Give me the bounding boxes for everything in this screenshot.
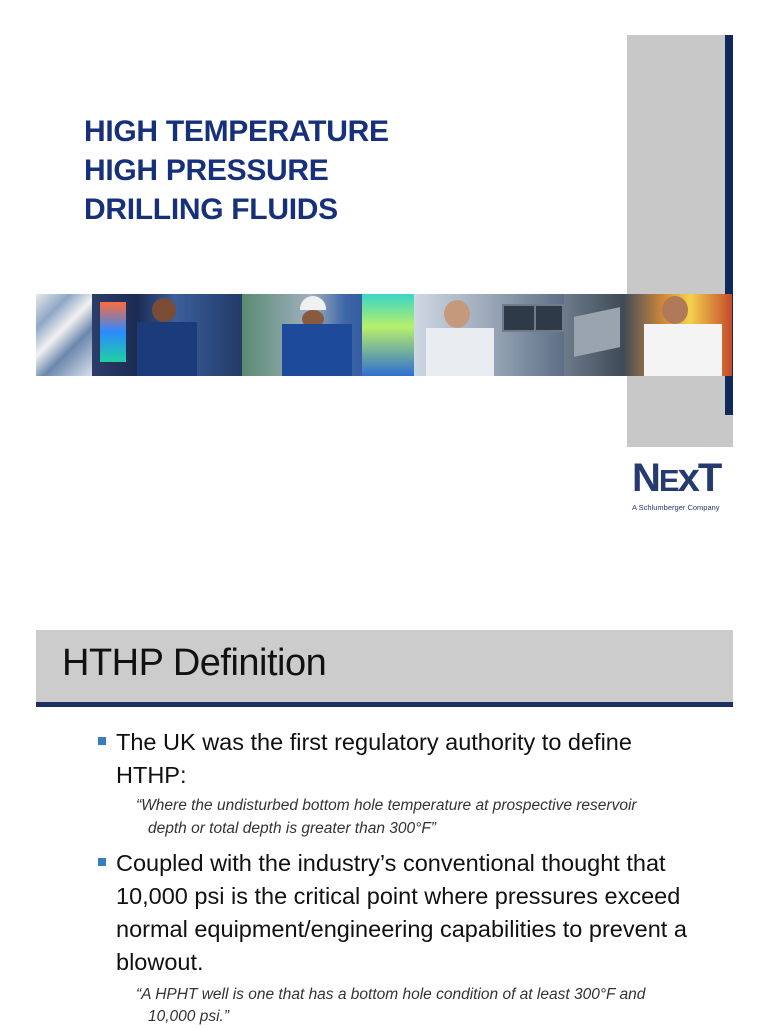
bullet-2-quote-line-1: “A HPHT well is one that has a bottom hole condition of at least 300°F and (136, 986, 646, 1003)
bullet-2-quote-line-2: 10,000 psi.” (148, 1008, 229, 1025)
slide-heading: HTHP Definition (62, 642, 327, 684)
heading-rule (36, 702, 733, 707)
bullet-2-line-4: blowout. (116, 949, 204, 975)
square-bullet-icon (98, 737, 106, 745)
bullet-1-quote-line-2: depth or total depth is greater than 300°F” (148, 820, 436, 837)
logo-tagline: A Schlumberger Company (632, 503, 720, 512)
title-line-2: HIGH PRESSURE (84, 154, 329, 187)
title-line-3: DRILLING FLUIDS (84, 193, 338, 226)
definition-slide (0, 580, 768, 1024)
bullet-1-line-1: The UK was the first regulatory authority to define (116, 729, 632, 755)
bullet-2-line-2: 10,000 psi is the critical point where pressures exceed (116, 883, 681, 909)
engineer-at-computer-screens-photo (414, 294, 564, 376)
technician-with-laptop-photo (564, 294, 732, 376)
geoscientists-at-monitor-photo (92, 294, 242, 376)
title-line-1: HIGH TEMPERATURE (84, 115, 389, 148)
next-logo (632, 456, 732, 512)
bullet-1-line-2: HTHP: (116, 762, 187, 788)
field-worker-hardhat-photo (242, 294, 414, 376)
gray-side-band (627, 35, 733, 447)
seismic-visualization-photo (36, 294, 92, 376)
bullet-2-line-1: Coupled with the industry’s conventional thought that (116, 850, 666, 876)
logo-wordmark: NExT (632, 456, 721, 500)
photo-strip (36, 294, 732, 376)
slide-title (84, 112, 389, 229)
bullet-1-quote-line-1: “Where the undisturbed bottom hole temperature at prospective reservoir (136, 797, 637, 814)
square-bullet-icon (98, 858, 106, 866)
bullet-2-line-3: normal equipment/engineering capabilities to prevent a (116, 916, 687, 942)
